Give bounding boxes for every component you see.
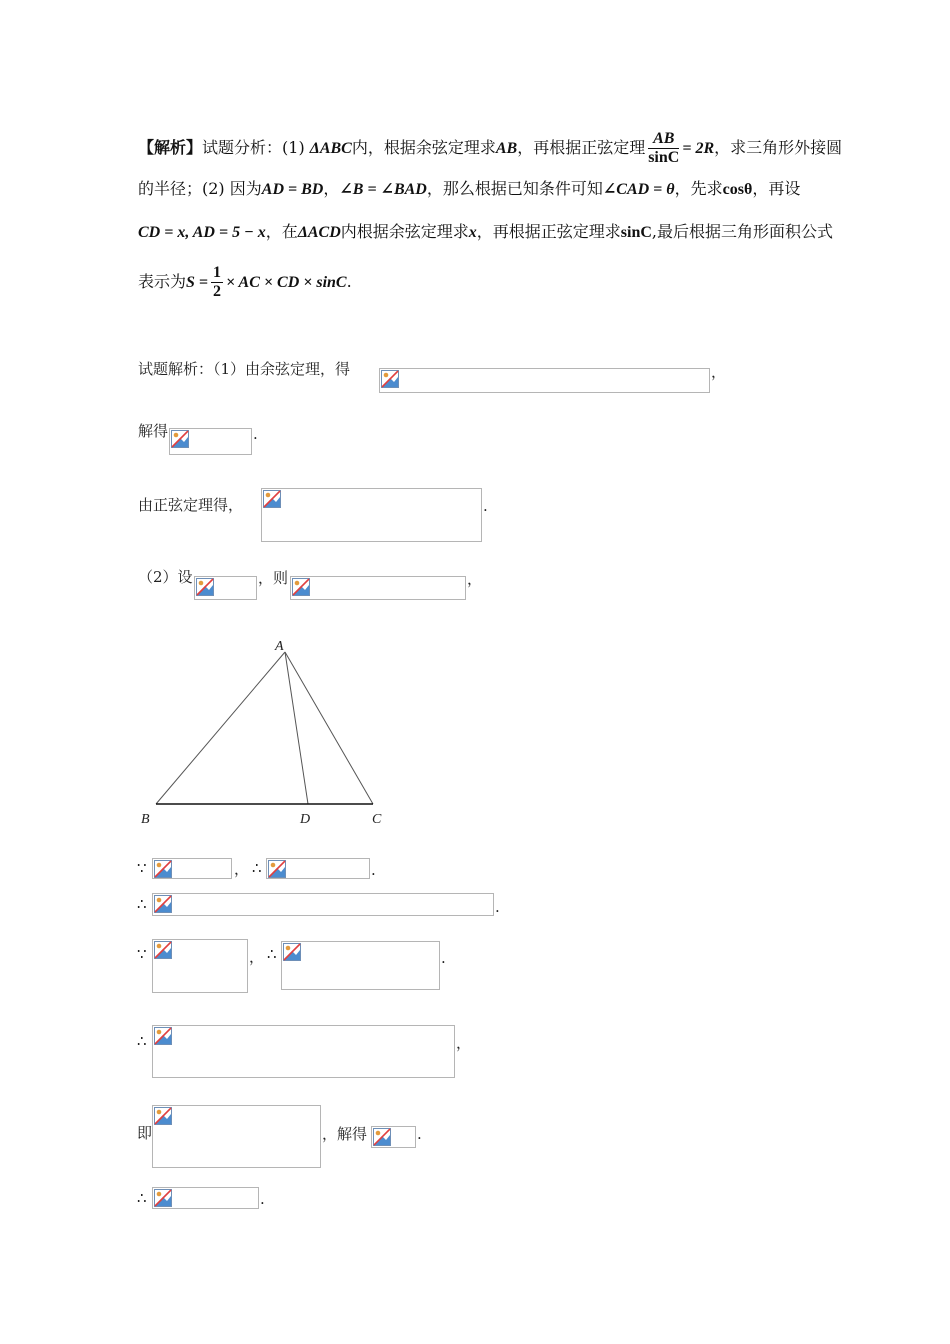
formula-image-4b <box>290 576 466 600</box>
side-ac <box>285 652 373 804</box>
segment-ad <box>285 652 308 804</box>
solution-step-2: 解得 <box>138 422 169 440</box>
formula-image-8 <box>152 1025 455 1078</box>
analysis-line-2: 的半径；(2) 因为AD = BD，∠B = ∠BAD，那么根据已知条件可知∠CAD = θ，先求cosθ，再设 <box>138 179 801 198</box>
formula-image-10 <box>152 1187 259 1209</box>
broken-image-icon <box>263 490 281 508</box>
broken-image-icon <box>154 1107 172 1125</box>
broken-image-icon <box>154 860 172 878</box>
formula-image-2 <box>169 428 252 455</box>
punct-period-3: . <box>483 497 488 515</box>
formula-image-5a <box>152 858 232 879</box>
analysis-line-4: 表示为S = $\frac{1}{2}$ × AC × CD × sinC. <box>138 264 352 300</box>
therefore-symbol-8: ∴ <box>137 1032 147 1050</box>
solution-step-4-mid: ，则 <box>258 569 289 587</box>
fraction-one-half: $\frac{1}{2}$ <box>213 264 222 300</box>
formula-image-7b <box>281 941 440 990</box>
broken-image-icon <box>283 943 301 961</box>
broken-image-icon <box>373 1128 391 1146</box>
because-symbol-7: ∵ <box>137 945 147 963</box>
formula-image-3 <box>261 488 482 542</box>
punct-period-10: . <box>260 1190 265 1208</box>
therefore-symbol-10: ∴ <box>137 1189 147 1207</box>
solution-step-9-mid: ，解得 <box>322 1125 368 1143</box>
solution-step-9: 即 <box>137 1124 153 1142</box>
punct-period-2: . <box>253 425 258 443</box>
punct-comma-7: ， <box>249 948 265 966</box>
punct-period-5: . <box>371 861 376 879</box>
broken-image-icon <box>171 430 189 448</box>
vertex-label-b: B <box>141 812 150 827</box>
triangle-diagram <box>130 632 390 832</box>
therefore-symbol-6: ∴ <box>137 895 147 913</box>
side-ab <box>156 652 285 804</box>
fraction-ab-sinc: $\frac{AB}{\sin C}$ <box>648 130 680 166</box>
solution-step-1: 试题解析：（1）由余弦定理，得 <box>138 360 351 378</box>
punct-period-9: . <box>417 1125 422 1143</box>
broken-image-icon <box>154 895 172 913</box>
formula-image-4a <box>194 576 257 600</box>
because-symbol-1: ∵ <box>137 859 147 877</box>
punct-comma-8: ， <box>456 1034 472 1052</box>
punct-comma-4: ， <box>467 570 483 588</box>
broken-image-icon <box>268 860 286 878</box>
punct-period-7: . <box>441 949 446 967</box>
formula-image-9a <box>152 1105 321 1168</box>
analysis-line-1: 【解析】试题分析：(1) ΔABC内，根据余弦定理求AB，再根据正弦定理 $\frac{AB}{\sin C}$ = 2R，求三角形外接圆 <box>138 130 843 166</box>
punct-period-6: . <box>495 898 500 916</box>
formula-image-6 <box>152 893 494 916</box>
formula-image-1 <box>379 368 710 393</box>
punct-comma-5: ， <box>234 860 250 878</box>
therefore-symbol-5: ∴ <box>252 859 262 877</box>
punct-comma-1: ， <box>711 363 727 381</box>
formula-image-7a <box>152 939 248 993</box>
broken-image-icon <box>196 578 214 596</box>
solution-step-4: （2）设 <box>138 568 193 586</box>
analysis-heading: 【解析】 <box>138 138 203 157</box>
broken-image-icon <box>292 578 310 596</box>
vertex-label-d: D <box>300 812 311 827</box>
formula-image-9b <box>371 1126 416 1148</box>
vertex-label-a: A <box>275 639 284 654</box>
analysis-line-3: CD = x, AD = 5 − x，在ΔACD内根据余弦定理求x，再根据正弦定理求sinC,最后根据三角形面积公式 <box>138 222 833 241</box>
broken-image-icon <box>381 370 399 388</box>
solution-step-3: 由正弦定理得， <box>138 496 244 514</box>
broken-image-icon <box>154 941 172 959</box>
broken-image-icon <box>154 1189 172 1207</box>
broken-image-icon <box>154 1027 172 1045</box>
formula-image-5b <box>266 858 370 879</box>
vertex-label-c: C <box>372 812 382 827</box>
therefore-symbol-7: ∴ <box>267 945 277 963</box>
